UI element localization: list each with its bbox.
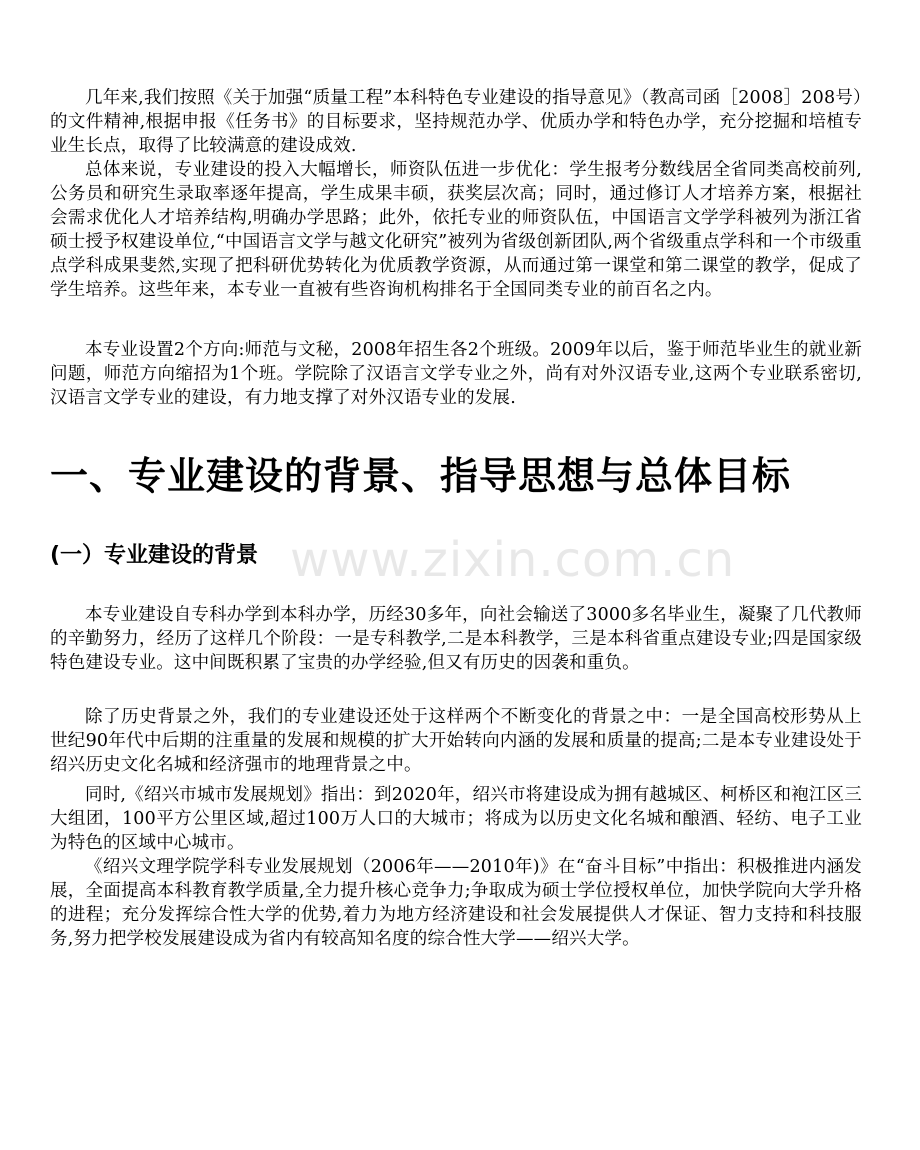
- subsection-heading: (一）专业建设的背景: [50, 543, 259, 568]
- background-paragraph-1: 本专业建设自专科办学到本科办学，历经30多年，向社会输送了3000多名毕业生，凝聚了几代教师的辛勤努力，经历了这样几个阶段：一是专科教学,二是本科教学，三是本科省重点建设专业;四是国家级特色建设专业。这中间既积累了宝贵的办学经验,但又有历史的因袭和重负。: [50, 605, 862, 673]
- intro-paragraph-1: 几年来,我们按照《关于加强“质量工程”本科特色专业建设的指导意见》（教高司函［2008］208号）的文件精神,根据申报《任务书》的目标要求，坚持规范办学、优质办学和特色办学，充分挖掘和培植专业生长点，取得了比较满意的建设成效.: [50, 88, 862, 156]
- background-paragraph-2: 除了历史背景之外，我们的专业建设还处于这样两个不断变化的背景之中：一是全国高校形势从上世纪90年代中后期的注重量的发展和规模的扩大开始转向内涵的发展和质量的提高;二是本专业建设处于绍兴历史文化名城和经济强市的地理背景之中。: [50, 707, 862, 775]
- background-paragraph-4: 《绍兴文理学院学科专业发展规划（2006年——2010年)》在“奋斗目标”中指出：积极推进内涵发展，全面提高本科教育教学质量,全力提升核心竞争力;争取成为硕士学位授权单位，加快学院向大学升格的进程；充分发挥综合性大学的优势,着力为地方经济建设和社会发展提供人才保证、智力支持和科技服务,努力把学校发展建设成为省内有较高知名度的综合性大学——绍兴大学。: [50, 857, 862, 949]
- watermark: www.zixin.com.cn: [290, 532, 736, 588]
- section-heading: 一、专业建设的背景、指导思想与总体目标: [50, 454, 792, 498]
- intro-paragraph-2: 总体来说，专业建设的投入大幅增长，师资队伍进一步优化：学生报考分数线居全省同类高校前列,公务员和研究生录取率逐年提高，学生成果丰硕，获奖层次高；同时，通过修订人才培养方案，根据社会需求优化人才培养结构,明确办学思路；此外，依托专业的师资队伍，中国语言文学学科被列为浙江省硕士授予权建设单位,“中国语言文学与越文化研究”被列为省级创新团队,两个省级重点学科和一个市级重点学科成果斐然,实现了把科研优势转化为优质教学资源，从而通过第一课堂和第二课堂的教学，促成了学生培养。这些年来，本专业一直被有些咨询机构排名于全国同类专业的前百名之内。: [50, 160, 862, 300]
- intro-paragraph-3: 本专业设置2个方向:师范与文秘，2008年招生各2个班级。2009年以后，鉴于师范毕业生的就业新问题，师范方向缩招为1个班。学院除了汉语言文学专业之外，尚有对外汉语专业,这两个专业联系密切,汉语言文学专业的建设，有力地支撑了对外汉语专业的发展.: [50, 340, 862, 408]
- background-paragraph-3: 同时,《绍兴市城市发展规划》指出：到2020年，绍兴市将建设成为拥有越城区、柯桥区和袍江区三大组团，100平方公里区域,超过100万人口的大城市；将成为以历史文化名城和酿酒、轻纺、电子工业为特色的区域中心城市。: [50, 785, 862, 853]
